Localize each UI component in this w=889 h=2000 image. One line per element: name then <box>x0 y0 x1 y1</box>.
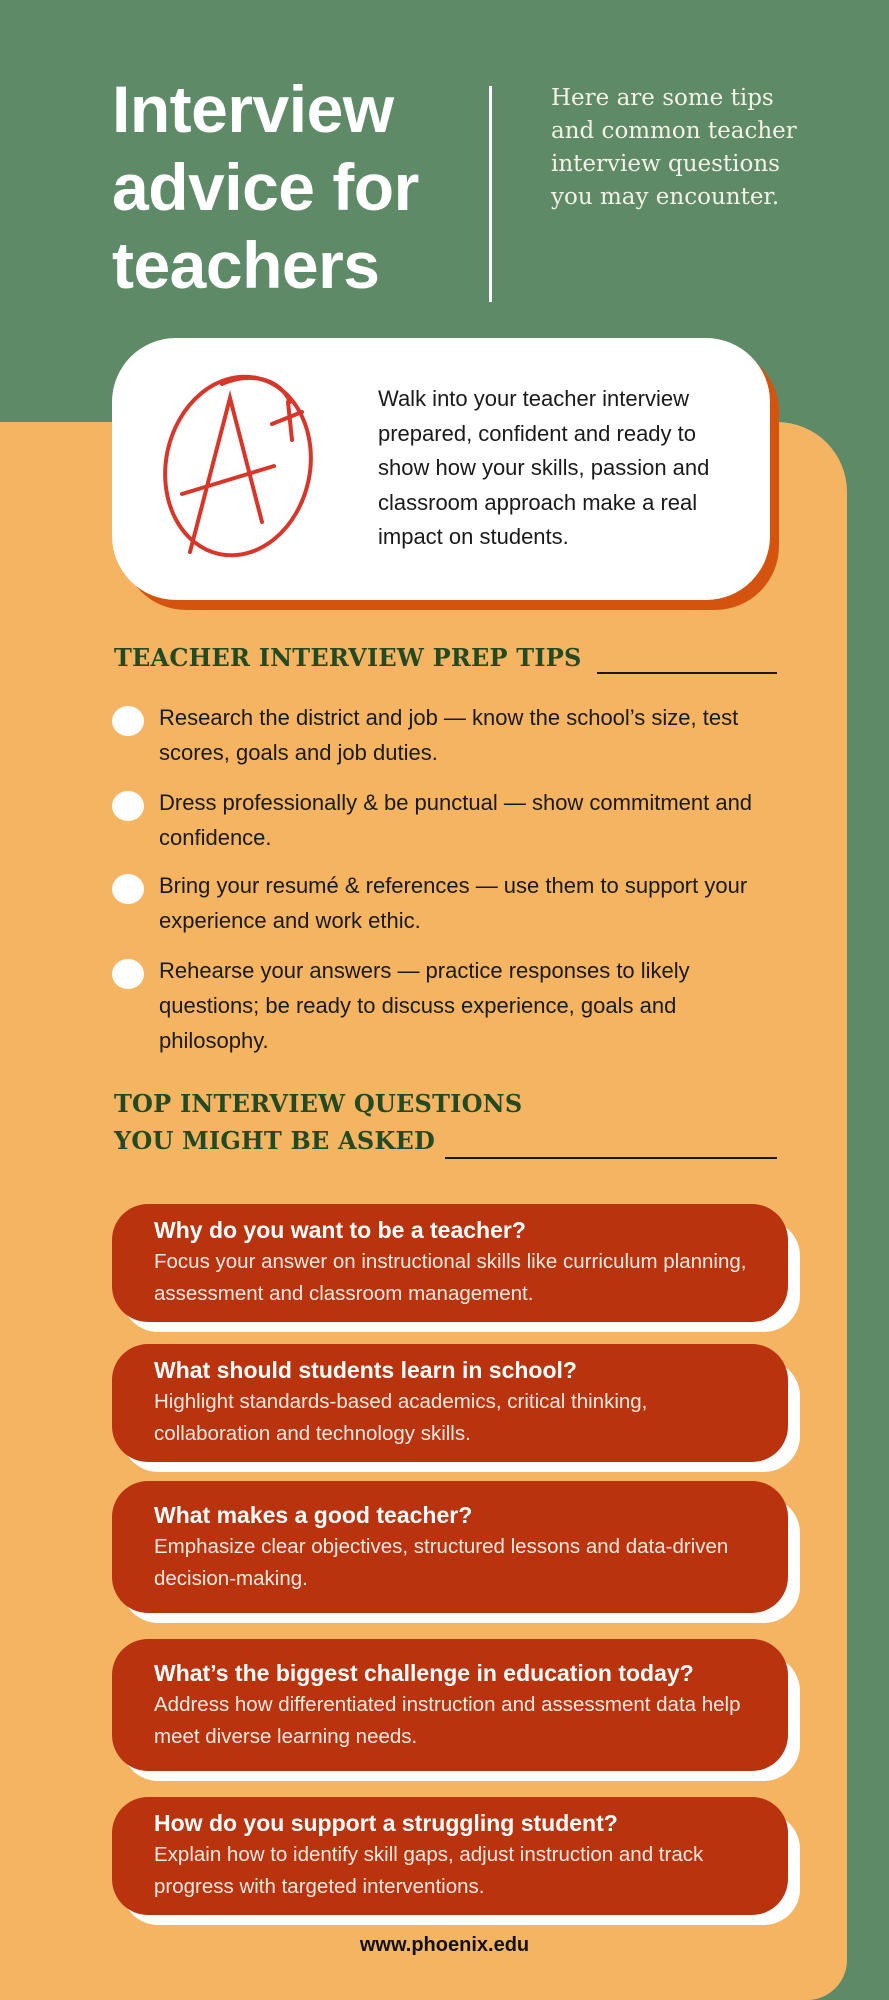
tips-heading-rule <box>597 672 777 674</box>
question-card <box>112 1204 800 1322</box>
questions-heading-rule <box>445 1157 777 1159</box>
question-title: Why do you want to be a teacher? <box>154 1217 526 1243</box>
tips-list <box>112 700 772 1058</box>
question-title: What makes a good teacher? <box>154 1502 473 1528</box>
question-answer: Highlight standards-based academics, critical thinking, collaboration and technology skills. <box>154 1390 648 1445</box>
bullet-icon <box>112 874 144 904</box>
question-answer: Explain how to identify skill gaps, adjust instruction and track progress with targeted interventions. <box>154 1843 704 1898</box>
intro-text: Walk into your teacher interview prepared, confident and ready to show how your skills, passion and classroom approach make a real impact on students. <box>378 386 710 549</box>
page-title: Interview advice for teachers <box>112 72 419 302</box>
question-title: What should students learn in school? <box>154 1357 577 1383</box>
footer-url-link[interactable]: www.phoenix.edu <box>359 1934 530 1956</box>
tip-text: Bring your resumé & references — use them to support your experience and work ethic. <box>159 873 748 933</box>
tip-item <box>112 868 772 938</box>
tips-heading: TEACHER INTERVIEW PREP TIPS <box>114 643 582 672</box>
tip-item <box>112 700 772 770</box>
questions-heading-line1: TOP INTERVIEW QUESTIONS <box>114 1089 523 1118</box>
question-title: How do you support a struggling student? <box>154 1810 618 1836</box>
questions-heading-line2: YOU MIGHT BE ASKED <box>114 1126 435 1155</box>
question-title: What’s the biggest challenge in education today? <box>154 1660 694 1686</box>
question-card <box>112 1344 800 1462</box>
question-card <box>112 1481 800 1613</box>
tip-item <box>112 785 772 855</box>
bullet-icon <box>112 791 144 821</box>
bullet-icon <box>112 959 144 989</box>
tip-text: Dress professionally & be punctual — show commitment and confidence. <box>159 790 753 850</box>
a-plus-grade-icon <box>150 362 330 562</box>
tip-text: Research the district and job — know the school’s size, test scores, goals and job duties. <box>159 705 739 765</box>
header-subtitle: Here are some tips and common teacher interview questions you may encounter. <box>551 85 797 210</box>
tip-item <box>112 953 772 1058</box>
question-card <box>112 1639 800 1771</box>
bullet-icon <box>112 706 144 736</box>
question-answer: Address how differentiated instruction and assessment data help meet diverse learning needs. <box>154 1693 741 1748</box>
tip-text: Rehearse your answers — practice responses to likely questions; be ready to discuss experience, goals and philosophy. <box>159 958 690 1053</box>
question-answer: Emphasize clear objectives, structured lessons and data-driven decision-making. <box>154 1535 729 1590</box>
question-answer: Focus your answer on instructional skills like curriculum planning, assessment and classroom management. <box>154 1250 747 1305</box>
header-divider <box>489 86 492 302</box>
question-card <box>112 1797 800 1915</box>
